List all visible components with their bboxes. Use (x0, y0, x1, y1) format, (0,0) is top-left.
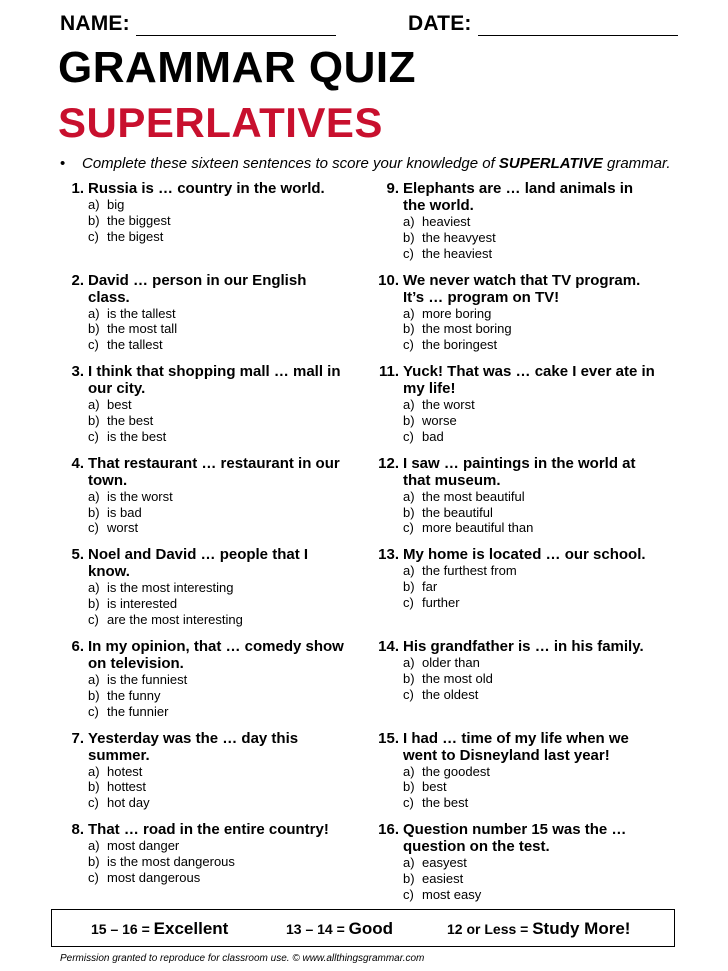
option-letter: c) (403, 245, 414, 261)
option-text: far (422, 579, 438, 595)
answer-option[interactable] (88, 779, 348, 795)
question-stem: Question number 15 was the … question on the test. (403, 821, 627, 856)
option-text: is interested (107, 596, 178, 612)
option-text: older than (422, 654, 480, 670)
questions-right-column (368, 180, 658, 913)
question-item (58, 363, 348, 455)
option-letter: b) (403, 670, 415, 686)
option-text: most easy (422, 886, 482, 902)
question-number: 9. (386, 180, 399, 197)
score-range: 12 or Less = (447, 921, 533, 937)
answer-option[interactable] (88, 197, 348, 213)
option-text: hot day (107, 795, 150, 811)
option-text: best (422, 779, 447, 795)
answer-option[interactable] (403, 795, 658, 811)
question-stem: Russia is … country in the world. (88, 180, 325, 197)
option-text: bad (422, 428, 444, 444)
option-text: the most boring (422, 321, 512, 337)
answer-option[interactable] (403, 306, 658, 322)
answer-option[interactable] (403, 579, 658, 595)
question-number: 6. (71, 637, 84, 655)
answer-option[interactable] (88, 413, 348, 429)
option-letter: a) (88, 305, 100, 321)
answer-option[interactable] (403, 246, 658, 262)
question-item (368, 272, 658, 364)
instructions-emphasis: SUPERLATIVE (498, 155, 603, 172)
option-text: is bad (107, 504, 142, 520)
page-title: GRAMMAR QUIZ (58, 43, 416, 92)
answer-option[interactable] (403, 214, 658, 230)
option-letter: b) (403, 579, 415, 595)
question-stem: His grandfather is … in his family. (403, 637, 644, 655)
answer-option[interactable] (403, 337, 658, 353)
answer-option[interactable] (88, 854, 348, 870)
option-text: big (107, 197, 125, 212)
option-text: is the most dangerous (107, 853, 235, 869)
question-item (368, 638, 658, 730)
question-stem: David … person in our English class. (88, 271, 307, 306)
question-stem: In my opinion, that … comedy show on television. (88, 637, 344, 672)
option-letter: c) (403, 686, 414, 702)
question-number: 15. (378, 729, 399, 747)
answer-option[interactable] (88, 795, 348, 811)
option-text: the most old (422, 670, 493, 686)
option-text: more beautiful than (422, 520, 534, 536)
date-label: DATE: (408, 12, 472, 35)
option-text: the boringest (422, 337, 498, 353)
option-letter: c) (403, 886, 414, 902)
question-number: 14. (378, 637, 399, 655)
score-result: Study More! (532, 919, 631, 938)
option-letter: a) (88, 197, 100, 212)
question-item (58, 455, 348, 547)
option-text: further (422, 594, 460, 610)
question-stem: That … road in the entire country! (88, 821, 329, 839)
answer-option[interactable] (88, 612, 348, 628)
question-number: 12. (378, 454, 399, 472)
option-letter: a) (88, 580, 100, 596)
question-stem: My home is located … our school. (403, 546, 646, 564)
question-stem: I think that shopping mall … mall in our city. (88, 363, 341, 398)
score-study-more (447, 919, 630, 939)
answer-option[interactable] (88, 397, 348, 413)
answer-option[interactable] (88, 321, 348, 337)
score-excellent (91, 919, 228, 939)
option-letter: c) (88, 703, 99, 719)
question-number: 16. (378, 821, 399, 839)
answer-option[interactable] (88, 337, 348, 353)
instructions-text: Complete these sixteen sentences to score your knowledge of (82, 155, 499, 172)
answer-option[interactable] (403, 655, 658, 671)
option-letter: a) (403, 563, 415, 579)
answer-option[interactable] (403, 489, 658, 505)
question-stem: Elephants are … land animals in the world. (403, 180, 634, 214)
option-letter: c) (403, 337, 414, 353)
question-item (58, 821, 348, 913)
question-number: 1. (71, 180, 84, 197)
option-letter: b) (403, 229, 415, 245)
option-letter: a) (403, 397, 415, 413)
score-box (51, 909, 675, 947)
question-number: 5. (71, 546, 84, 564)
option-text: heaviest (422, 214, 471, 229)
option-letter: b) (403, 870, 415, 886)
option-letter: b) (88, 412, 100, 428)
option-text: the heavyest (422, 229, 496, 245)
question-item (58, 180, 348, 272)
answer-option[interactable] (88, 306, 348, 322)
answer-option[interactable] (88, 520, 348, 536)
answer-option[interactable] (88, 764, 348, 780)
option-letter: c) (403, 594, 414, 610)
answer-option[interactable] (403, 764, 658, 780)
option-text: most danger (107, 838, 180, 854)
answer-option[interactable] (88, 870, 348, 886)
question-item (368, 455, 658, 547)
option-letter: c) (403, 795, 414, 811)
question-item (368, 180, 658, 272)
option-text: hottest (107, 779, 147, 795)
question-stem: We never watch that TV program. It’s … program on TV! (403, 271, 641, 306)
option-letter: b) (88, 596, 100, 612)
question-number: 7. (71, 729, 84, 747)
option-text: the bigest (107, 228, 164, 244)
answer-option[interactable] (403, 563, 658, 579)
option-text: hotest (107, 763, 143, 779)
answer-option[interactable] (88, 489, 348, 505)
question-stem: Yesterday was the … day this summer. (88, 729, 299, 764)
option-text: more boring (422, 305, 492, 321)
answer-option[interactable] (88, 229, 348, 245)
name-field (60, 12, 336, 36)
option-letter: c) (88, 869, 99, 885)
answer-option[interactable] (88, 596, 348, 612)
answer-option[interactable] (403, 595, 658, 611)
option-letter: a) (88, 838, 100, 854)
option-letter: b) (88, 504, 100, 520)
questions-left-column (58, 180, 348, 913)
score-good (286, 919, 393, 939)
date-blank-line (478, 13, 678, 36)
option-text: the best (422, 795, 469, 811)
option-text: the tallest (107, 337, 163, 353)
question-stem: That restaurant … restaurant in our town. (88, 454, 340, 489)
score-result: Excellent (153, 919, 229, 938)
question-item (58, 546, 348, 638)
option-text: is the best (107, 428, 167, 444)
question-item (58, 638, 348, 730)
option-text: best (107, 397, 132, 413)
question-stem: Yuck! That was … cake I ever ate in my life! (403, 363, 655, 398)
bullet-icon: • (60, 155, 66, 172)
option-text: most dangerous (107, 869, 201, 885)
option-text: the best (107, 412, 154, 428)
option-letter: c) (88, 337, 99, 353)
option-text: the furthest from (422, 563, 517, 579)
option-letter: b) (403, 321, 415, 337)
question-number: 2. (71, 271, 84, 289)
answer-option[interactable] (88, 505, 348, 521)
question-item (368, 730, 658, 822)
option-letter: c) (88, 611, 99, 627)
question-number: 8. (71, 821, 84, 839)
answer-option[interactable] (403, 687, 658, 703)
answer-option[interactable] (403, 429, 658, 445)
question-item (58, 730, 348, 822)
option-letter: a) (403, 855, 415, 871)
answer-option[interactable] (88, 429, 348, 445)
option-letter: b) (403, 412, 415, 428)
option-letter: c) (88, 520, 99, 536)
option-text: the most tall (107, 321, 178, 337)
question-stem: Noel and David … people that I know. (88, 546, 309, 581)
answer-option[interactable] (403, 321, 658, 337)
option-letter: a) (88, 488, 100, 504)
question-item (368, 546, 658, 638)
option-text: easyest (422, 855, 467, 871)
option-letter: a) (403, 654, 415, 670)
option-letter: c) (88, 428, 99, 444)
question-stem: I had … time of my life when we went to Disneyland last year! (403, 729, 629, 764)
question-item (368, 363, 658, 455)
option-letter: a) (88, 763, 100, 779)
question-number: 11. (378, 363, 399, 381)
option-text: easiest (422, 870, 464, 886)
answer-option[interactable] (403, 779, 658, 795)
option-letter: b) (88, 687, 100, 703)
question-item (368, 821, 658, 913)
answer-option[interactable] (88, 838, 348, 854)
answer-option[interactable] (403, 413, 658, 429)
answer-option[interactable] (403, 505, 658, 521)
instructions (60, 155, 671, 173)
question-item (58, 272, 348, 364)
option-letter: b) (88, 779, 100, 795)
name-blank-line (136, 13, 336, 36)
option-text: the most beautiful (422, 488, 525, 504)
option-text: the funny (107, 687, 161, 703)
footer-permission: Permission granted to reproduce for classroom use. © www.allthingsgrammar.com (60, 953, 425, 964)
option-letter: b) (403, 504, 415, 520)
answer-option[interactable] (403, 855, 658, 871)
question-number: 13. (378, 546, 399, 564)
option-text: is the funniest (107, 671, 188, 687)
option-text: is the most interesting (107, 580, 234, 596)
instructions-text-end: grammar. (602, 155, 671, 172)
option-letter: b) (403, 779, 415, 795)
option-text: the worst (422, 397, 475, 413)
option-text: the biggest (107, 212, 171, 228)
option-text: the funnier (107, 703, 169, 719)
option-letter: b) (88, 212, 100, 228)
name-label: NAME: (60, 12, 130, 35)
score-result: Good (348, 919, 394, 938)
answer-option[interactable] (88, 580, 348, 596)
question-number: 4. (71, 454, 84, 472)
option-letter: a) (403, 214, 415, 229)
question-stem: I saw … paintings in the world at that museum. (403, 454, 636, 489)
option-text: the heaviest (422, 245, 493, 261)
date-field (408, 12, 678, 36)
score-range: 15 – 16 = (91, 921, 154, 937)
answer-option[interactable] (88, 213, 348, 229)
option-letter: b) (88, 321, 100, 337)
option-text: the oldest (422, 686, 479, 702)
answer-option[interactable] (88, 672, 348, 688)
answer-option[interactable] (403, 887, 658, 903)
option-letter: c) (403, 520, 414, 536)
option-text: the beautiful (422, 504, 493, 520)
answer-option[interactable] (403, 230, 658, 246)
option-text: are the most interesting (107, 611, 243, 627)
question-number: 3. (71, 363, 84, 381)
option-text: is the worst (107, 488, 173, 504)
option-text: worst (107, 520, 139, 536)
option-letter: c) (88, 228, 99, 244)
answer-option[interactable] (403, 671, 658, 687)
option-letter: a) (88, 671, 100, 687)
option-letter: b) (88, 853, 100, 869)
answer-option[interactable] (403, 871, 658, 887)
option-text: the goodest (422, 763, 490, 779)
question-number: 10. (378, 271, 399, 289)
page-subtitle: SUPERLATIVES (58, 99, 383, 146)
option-text: worse (422, 412, 457, 428)
option-letter: a) (88, 397, 100, 413)
option-letter: c) (403, 428, 414, 444)
score-range: 13 – 14 = (286, 921, 349, 937)
answer-option[interactable] (88, 704, 348, 720)
option-letter: a) (403, 488, 415, 504)
answer-option[interactable] (403, 520, 658, 536)
answer-option[interactable] (403, 397, 658, 413)
option-text: is the tallest (107, 305, 176, 321)
option-letter: c) (88, 795, 99, 811)
option-letter: a) (403, 763, 415, 779)
answer-option[interactable] (88, 688, 348, 704)
option-letter: a) (403, 305, 415, 321)
